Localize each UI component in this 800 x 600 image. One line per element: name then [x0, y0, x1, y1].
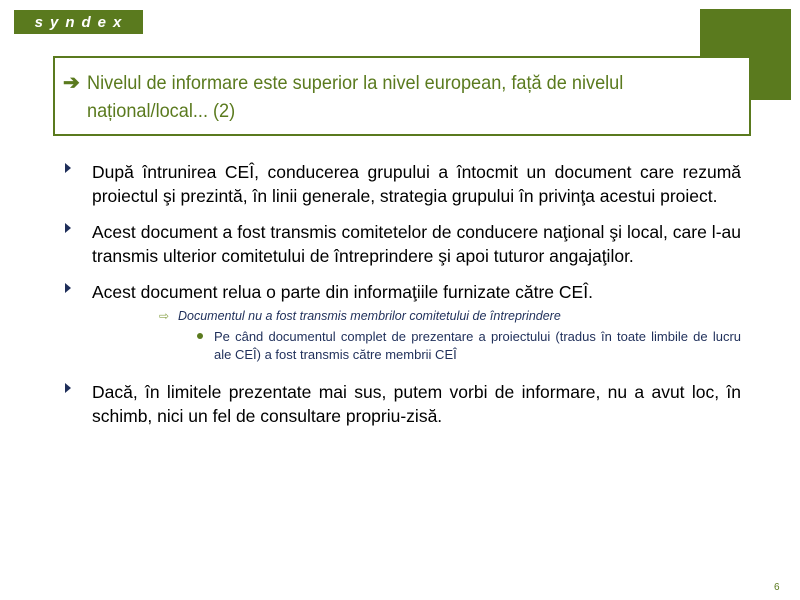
bullet-text: După întrunirea CEÎ, conducerea grupului a întocmit un document care rezumă proiectul şi prezintă, în linii generale, strategia grupului în privinţa acestui proiect. — [92, 162, 741, 206]
slide-title-box — [53, 56, 751, 136]
arrow-right-icon: ➔ — [63, 72, 80, 94]
logo-text: syndex — [34, 13, 129, 31]
triangle-bullet-icon — [65, 223, 71, 233]
slide-content — [92, 160, 741, 440]
bullet-item — [92, 380, 741, 428]
syndex-logo — [14, 10, 143, 34]
bullet-text: Acest document relua o parte din informaţiile furnizate către CEÎ. — [92, 282, 593, 302]
bullet-text: Dacă, în limitele prezentate mai sus, putem vorbi de informare, nu a avut loc, în schimb, nici un fel de consultare propriu-zisă. — [92, 382, 741, 426]
bullet-text: Acest document a fost transmis comitetelor de conducere naţional şi local, care l-au transmis ulterior comitetului de întreprindere şi apoi tuturor angajaţilor. — [92, 222, 741, 266]
hollow-arrow-icon: ⇨ — [159, 309, 170, 323]
page-number: 6 — [774, 582, 780, 593]
sub-bullet-level1 — [159, 308, 741, 325]
triangle-bullet-icon — [65, 283, 71, 293]
dot-bullet-icon — [197, 333, 203, 339]
sub-bullet-text: Documentul nu a fost transmis membrilor comitetului de întreprindere — [178, 309, 561, 323]
slide-title: Nivelul de informare este superior la nivel european, față de nivelul național/local... (2) — [87, 72, 624, 122]
bullet-item — [92, 220, 741, 268]
bullet-item — [92, 160, 741, 208]
sub-bullet-level2 — [214, 328, 741, 364]
triangle-bullet-icon — [65, 383, 71, 393]
sub-bullet-text: Pe când documentul complet de prezentare a proiectului (tradus în toate limbile de lucru ale CEÎ) a fost transmis către membrii CEÎ — [214, 329, 741, 362]
triangle-bullet-icon — [65, 163, 71, 173]
bullet-item — [92, 280, 741, 304]
